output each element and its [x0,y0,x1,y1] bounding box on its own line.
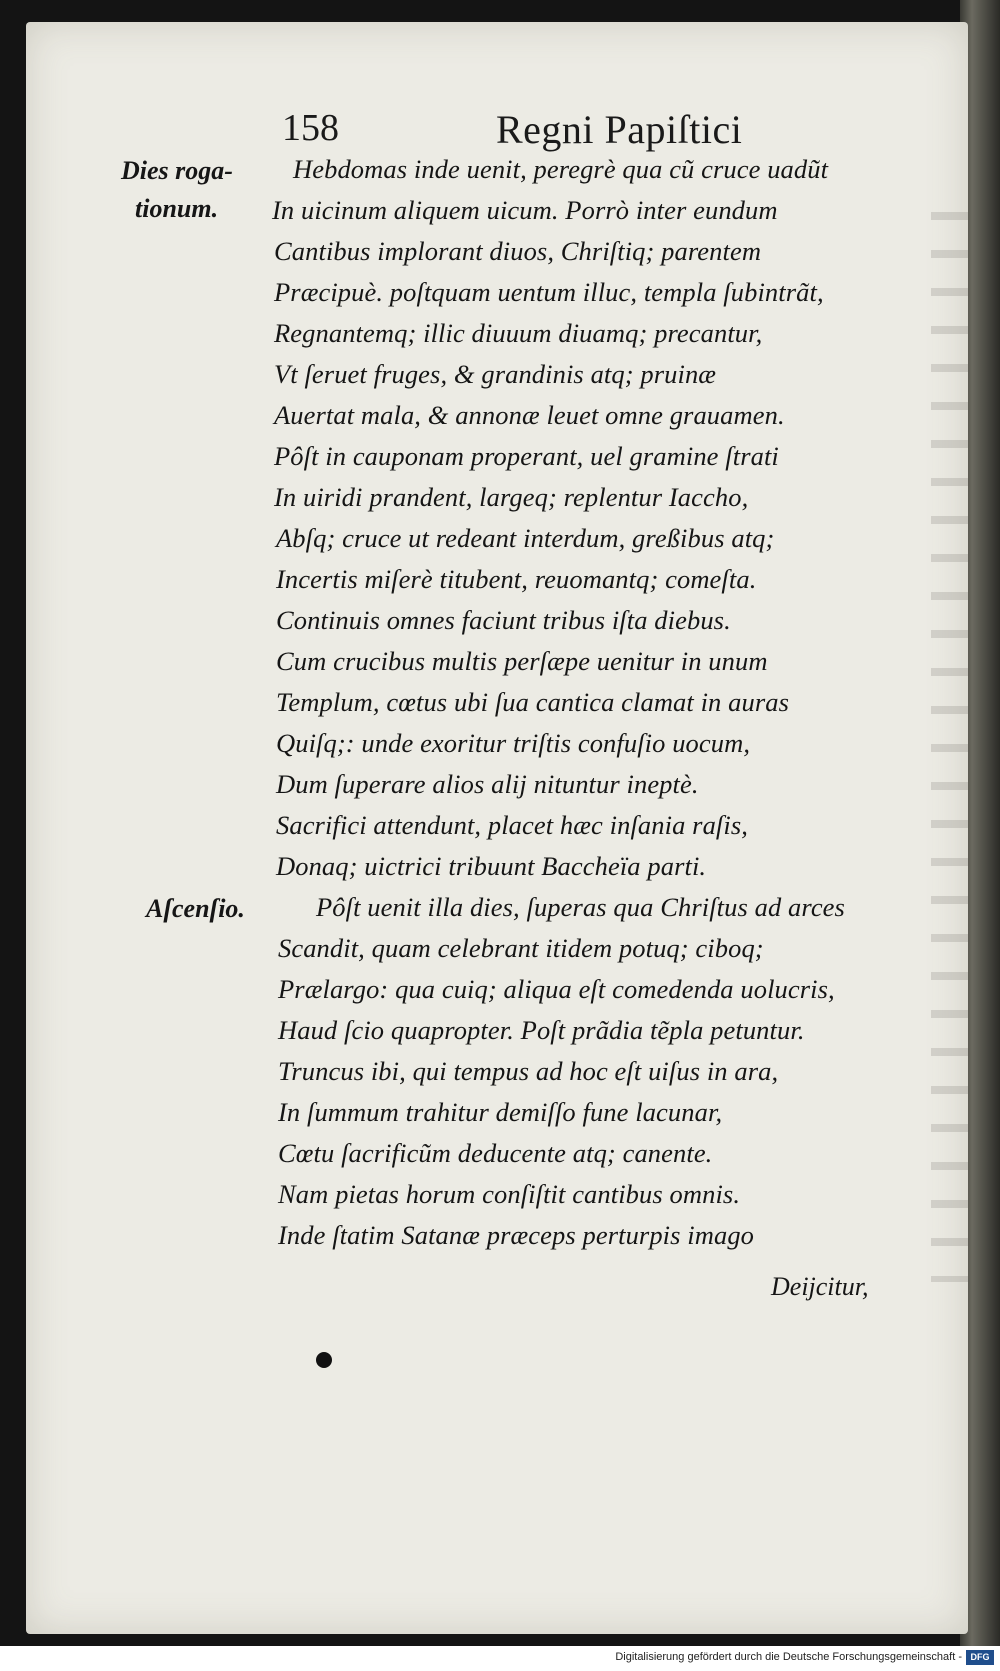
verse-line: Cœtu ſacrificũm deducente atq; canente. [278,1138,713,1168]
marginal-note-rogation [121,152,233,228]
verse-line: Cum crucibus multis perſæpe uenitur in unum [276,646,768,676]
verse-line: Auertat mala, & annonæ leuet omne grauamen. [274,400,785,430]
verse-line: Templum, cœtus ubi ſua cantica clamat in auras [276,687,790,717]
marginal-note-line: tionum. [135,194,219,223]
marginal-note-line: Aſcenſio. [146,894,245,923]
verse-line: Pôſt in cauponam properant, uel gramine ſtrati [274,441,779,471]
marginal-note-line: Dies roga- [121,156,233,185]
digitization-footer [0,1646,1000,1671]
verse-line: Hebdomas inde uenit, peregrè qua cũ cruce uadũt [293,154,829,184]
verse-line: Cantibus implorant diuos, Chriſtiq; parentem [274,236,762,266]
catchword: Deijcitur, [771,1272,869,1301]
verse-line: Sacrifici attendunt, placet hæc inſania raſis, [276,810,748,840]
verse-line: In uiridi prandent, largeq; replentur Iaccho, [274,482,749,512]
dfg-logo-icon: DFG [966,1650,994,1665]
verse-line: Haud ſcio quapropter. Poſt prãdia tẽpla petuntur. [278,1015,805,1045]
ink-blot [316,1352,332,1368]
verse-line: Incertis miſerè titubent, reuomantq; comeſta. [276,564,757,594]
book-page [26,22,968,1634]
verse-line: Donaq; uictrici tribuunt Baccheïa parti. [276,851,707,881]
verse-line: In ſummum trahitur demiſſo fune lacunar, [278,1097,723,1127]
verse-line: Abſq; cruce ut redeant interdum, greßibus atq; [276,523,775,553]
verse-line: In uicinum aliquem uicum. Porrò inter eundum [272,195,778,225]
funding-credit: Digitalisierung gefördert durch die Deutsche Forschungsgemeinschaft - [615,1651,962,1663]
verse-line: Quiſq;: unde exoritur triſtis confuſio uocum, [276,728,751,758]
page-number: 158 [282,107,339,149]
verse-line: Truncus ibi, qui tempus ad hoc eſt uiſus in ara, [278,1056,779,1086]
verse-line: Inde ſtatim Satanæ præceps perturpis imago [278,1220,755,1250]
verse-line: Dum ſuperare alios alij nituntur ineptè. [276,769,699,799]
running-title: Regni Papiſtici [496,107,743,152]
verse-line: Prælargo: qua cuiq; aliqua eſt comedenda uolucris, [278,974,835,1004]
verse-line: Regnantemq; illic diuuum diuamq; precantur, [274,318,763,348]
verse-line: Pôſt uenit illa dies, ſuperas qua Chriſtus ad arces [316,892,845,922]
verse-line: Vt ſeruet fruges, & grandinis atq; pruinæ [274,359,717,389]
verse-line: Præcipuè. poſtquam uentum illuc, templa ſubintrãt, [274,277,824,307]
verse-line: Scandit, quam celebrant itidem potuq; ciboq; [278,933,764,963]
marginal-note-ascension [146,890,245,928]
verse-line: Continuis omnes faciunt tribus iſta diebus. [276,605,731,635]
verse-line: Nam pietas horum conſiſtit cantibus omnis. [278,1179,741,1209]
